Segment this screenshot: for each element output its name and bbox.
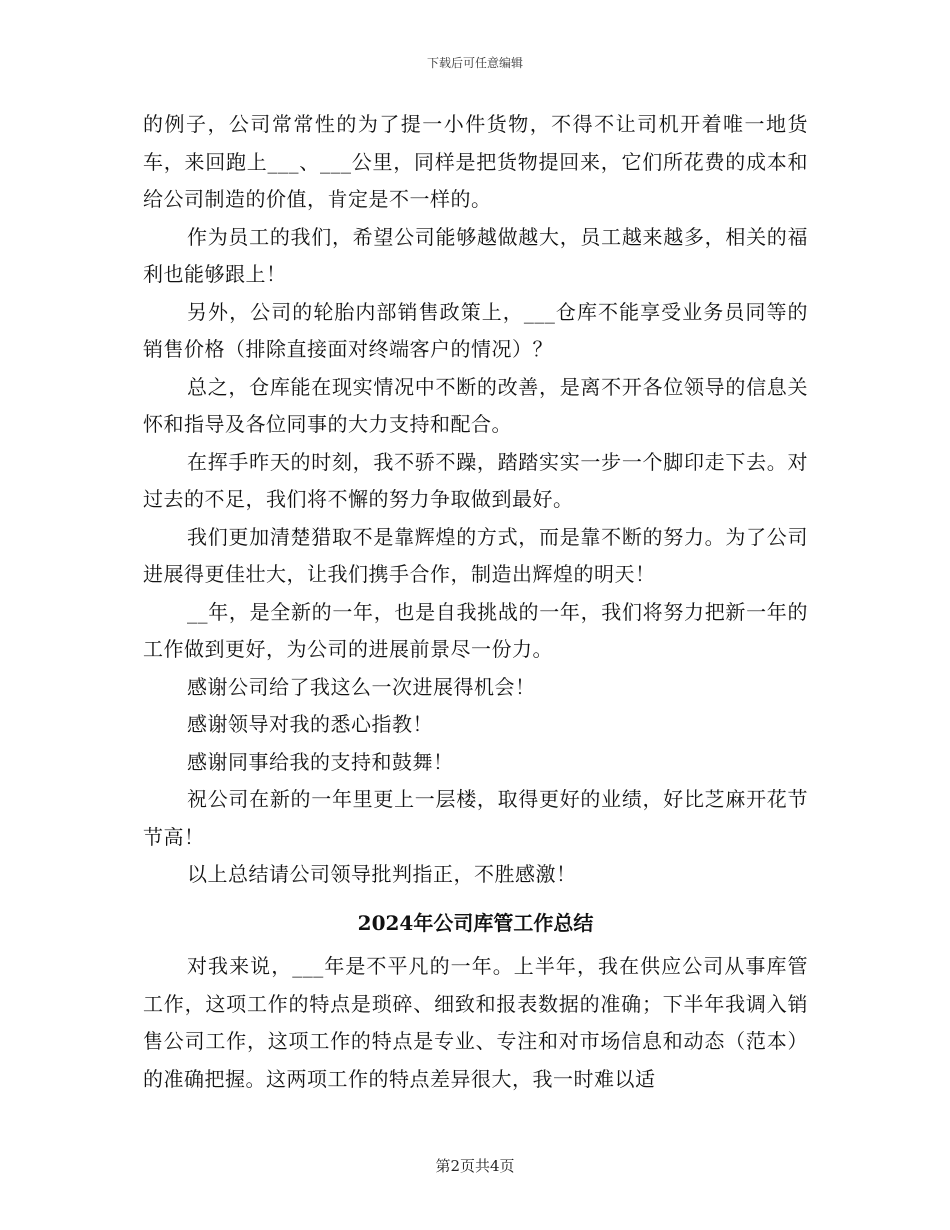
paragraph: 我们更加清楚猎取不是靠辉煌的方式，而是靠不断的努力。为了公司进展得更佳壮大，让我们携手合作，制造出辉煌的明天！ xyxy=(143,524,808,586)
paragraph: __年，是全新的一年，也是自我挑战的一年，我们将努力把新一年的工作做到更好，为公司的进展前景尽一份力。 xyxy=(143,599,808,661)
page-number: 第2页共4页 xyxy=(435,1157,515,1175)
paragraph: 在挥手昨天的时刻，我不骄不躁，踏踏实实一步一个脚印走下去。对过去的不足，我们将不懈的努力争取做到最好。 xyxy=(143,449,808,511)
section-heading: 2024年公司库管工作总结 xyxy=(357,910,594,935)
paragraph: 感谢同事给我的支持和鼓舞！ xyxy=(187,749,454,774)
page-header: 下载后可任意编辑 xyxy=(426,56,523,70)
paragraph: 感谢领导对我的悉心指教！ xyxy=(187,712,433,736)
document-body xyxy=(143,106,808,1098)
paragraph: 总之，仓库能在现实情况中不断的改善，是离不开各位领导的信息关怀和指导及各位同事的大力支持和配合。 xyxy=(143,374,808,436)
paragraph: 另外，公司的轮胎内部销售政策上，___仓库不能享受业务员同等的销售价格（排除直接面对终端客户的情况）？ xyxy=(143,299,808,361)
paragraph: 以上总结请公司领导批判指正，不胜感激！ xyxy=(187,862,577,886)
paragraph: 祝公司在新的一年里更上一层楼，取得更好的业绩，好比芝麻开花节节高！ xyxy=(143,787,808,849)
paragraph: 作为员工的我们，希望公司能够越做越大，员工越来越多，相关的福利也能够跟上！ xyxy=(143,224,808,286)
paragraph: 的例子，公司常常性的为了提一小件货物，不得不让司机开着唯一地货车，来回跑上___、___公里，同样是把货物提回来，它们所花费的成本和给公司制造的价值，肯定是不一样的。 xyxy=(143,112,808,211)
paragraph: 感谢公司给了我这么一次进展得机会！ xyxy=(187,674,536,699)
paragraph: 对我来说，___年是不平凡的一年。上半年，我在供应公司从事库管工作，这项工作的特点是琐碎、细致和报表数据的准确；下半年我调入销售公司工作，这项工作的特点是专业、专注和对市场信息和动态（范本）的准确把握。这两项工作的特点差异很大，我一时难以适 xyxy=(143,954,808,1091)
